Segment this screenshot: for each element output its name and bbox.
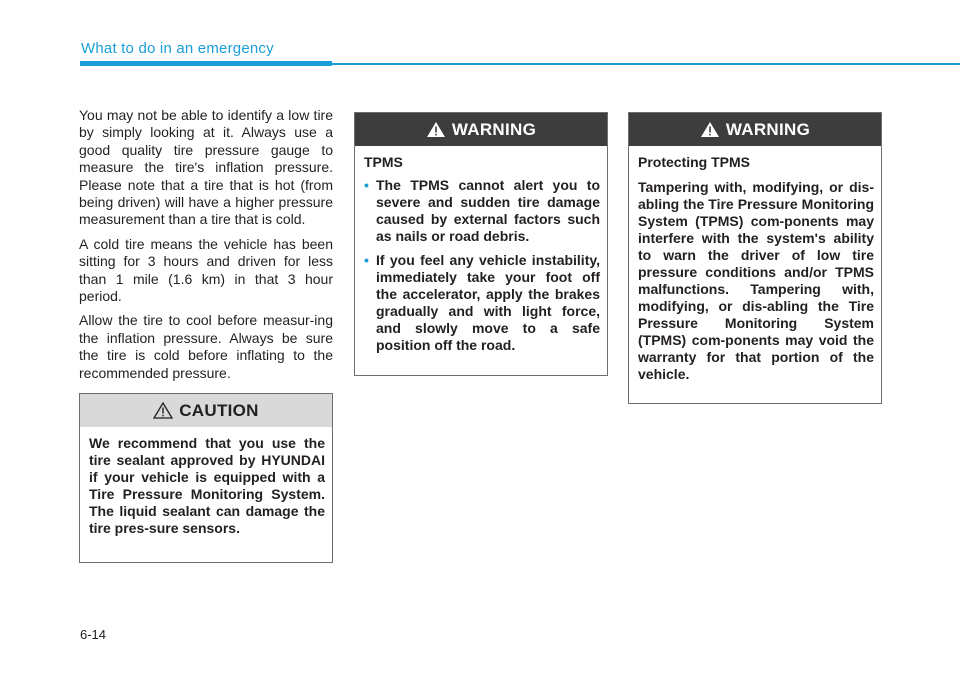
warning-bullet: • If you feel any vehicle instability, immediately take your foot off the accelerator, apply the brakes gradually and with light force, and slowly move to a safe position off the road. xyxy=(364,252,600,353)
page-number: 6-14 xyxy=(80,627,107,642)
section-title: What to do in an emergency xyxy=(81,40,274,57)
warning-title: Protecting TPMS xyxy=(638,154,751,170)
body-paragraph: A cold tire means the vehicle has been sitting for 3 hours and driven for less than 1 mile (1.6 km) in that 3 hour period. xyxy=(79,235,333,305)
caution-box xyxy=(79,393,333,563)
caution-triangle-icon xyxy=(153,402,173,419)
caution-header xyxy=(80,394,332,427)
body-text-column xyxy=(79,107,333,389)
warning-label: WARNING xyxy=(725,119,811,139)
header-rule-thick xyxy=(80,61,332,66)
warning-triangle-icon xyxy=(426,121,446,138)
warning-bullet-list xyxy=(364,177,600,354)
warning-text: Tampering with, modifying, or dis-abling the Tire Pressure Monitoring System (TPMS) com-ponents may interfere with the system's ability to warn the driver of low tire pressure conditions and/or TPMS malfunctions. Tampering with, modifying, or dis-abling the Tire Pressure Monitoring System (TPMS) com-ponents may void the warranty for that portion of the vehicle. xyxy=(638,179,874,382)
body-paragraph: Allow the tire to cool before measur-ing the inflation pressure. Always be sure the tire is cold before inflating to the recommended pressure. xyxy=(79,312,333,381)
warning-box-protecting-tpms xyxy=(628,112,882,404)
body-paragraph: You may not be able to identify a low tire by simply looking at it. Always use a good quality tire pressure gauge to measure the tire's inflation pressure. Please note that a tire that is hot (from being driven) will have a higher pressure measurement than a tire that is cold. xyxy=(79,107,333,228)
caution-label: CAUTION xyxy=(179,400,259,420)
warning-title: TPMS xyxy=(364,154,403,170)
warning-box-tpms xyxy=(354,112,608,376)
warning-label: WARNING xyxy=(451,119,537,139)
caution-text: We recommend that you use the tire sealant approved by HYUNDAI if your vehicle is equipped with a Tire Pressure Monitoring System. The liquid sealant can damage the tire pres-sure sensors. xyxy=(89,435,325,536)
warning-header xyxy=(629,113,881,146)
warning-header xyxy=(355,113,607,146)
warning-bullet: • The TPMS cannot alert you to severe and sudden tire damage caused by external factors such as nails or road debris. xyxy=(364,177,600,244)
header-rule-thin xyxy=(332,63,960,65)
warning-triangle-icon xyxy=(700,121,720,138)
